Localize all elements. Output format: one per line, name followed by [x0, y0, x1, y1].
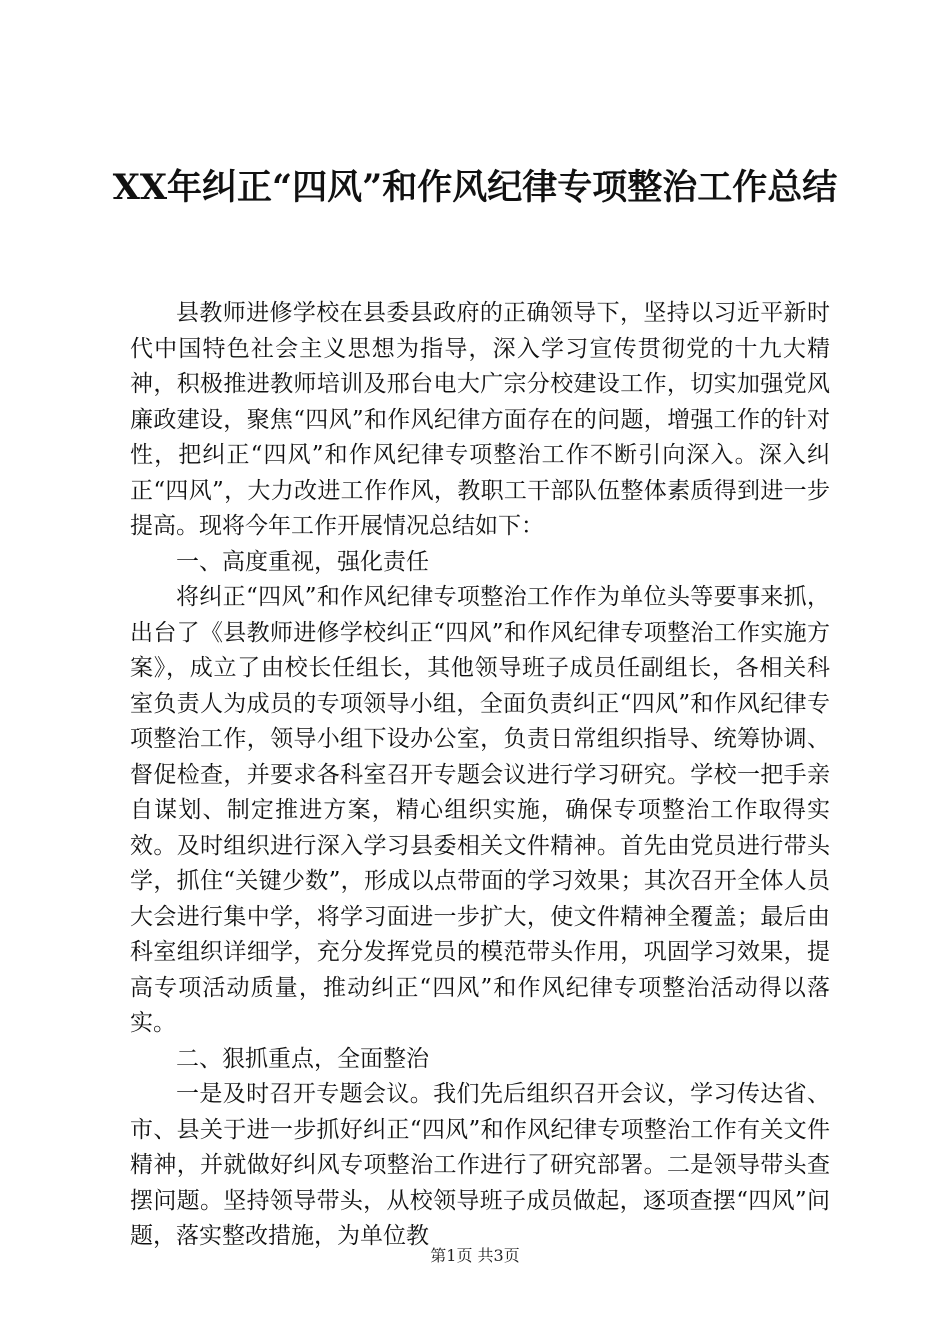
document-title: XX年纠正“四风”和作风纪律专项整治工作总结	[112, 167, 838, 208]
section-heading-2: 二、狠抓重点，全面整治	[176, 1045, 429, 1072]
section-heading-1: 一、高度重视，强化责任	[176, 548, 429, 575]
document-body	[130, 296, 830, 1255]
paragraph-section-2: 一是及时召开专题会议。我们先后组织召开会议，学习传达省、市、县关于进一步抓好纠正“四风”和作风纪律专项整治工作有关文件精神，并就做好纠风专项整治工作进行了研究部署。二是领导带头查摆问题。坚持领导带头，从校领导班子成员做起，逐项查摆“四风”问题，落实整改措施，为单位教	[130, 1081, 830, 1249]
page-number-footer: 第1页 共3页	[430, 1246, 520, 1265]
paragraph-section-1: 将纠正“四风”和作风纪律专项整治工作作为单位头等要事来抓，出台了《县教师进修学校纠正“四风”和作风纪律专项整治工作实施方案》，成立了由校长任组长，其他领导班子成员任副组长，各相关科室负责人为成员的专项领导小组，全面负责纠正“四风”和作风纪律专项整治工作，领导小组下设办公室，负责日常组织指导、统筹协调、督促检查，并要求各科室召开专题会议进行学习研究。学校一把手亲自谋划、制定推进方案，精心组织实施，确保专项整治工作取得实效。及时组织进行深入学习县委相关文件精神。首先由党员进行带头学，抓住“关键少数”，形成以点带面的学习效果；其次召开全体人员大会进行集中学，将学习面进一步扩大，使文件精神全覆盖；最后由科室组织详细学，充分发挥党员的模范带头作用，巩固学习效果，提高专项活动质量，推动纠正“四风”和作风纪律专项整治活动得以落实。	[130, 584, 830, 1036]
paragraph-intro: 县教师进修学校在县委县政府的正确领导下，坚持以习近平新时代中国特色社会主义思想为指导，深入学习宣传贯彻党的十九大精神，积极推进教师培训及邢台电大广宗分校建设工作，切实加强党风廉政建设，聚焦“四风”和作风纪律方面存在的问题，增强工作的针对性，把纠正“四风”和作风纪律专项整治工作不断引向深入。深入纠正“四风”，大力改进工作作风，教职工干部队伍整体素质得到进一步提高。现将今年工作开展情况总结如下：	[130, 300, 830, 539]
